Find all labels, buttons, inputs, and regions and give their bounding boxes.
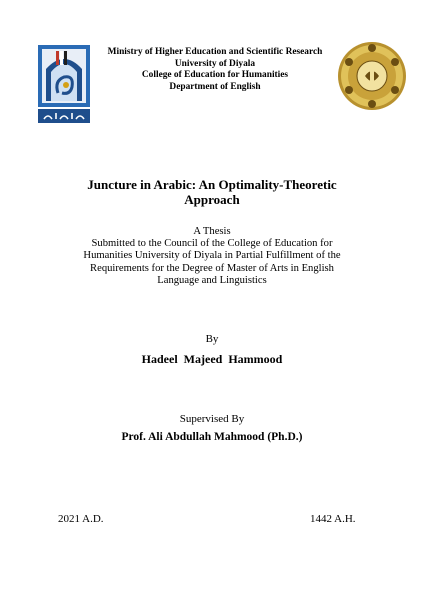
date-hijri: 1442 A.H. [310,513,356,525]
by-label: By [205,333,219,345]
supervisor-name: Prof. Ali Abdullah Mahmood (Ph.D.) [121,431,303,443]
thesis-statement-line: Submitted to the Council of the College of Education for [91,238,333,250]
thesis-title-line2: Approach [184,192,240,207]
institution-header [95,47,335,93]
supervised-by-label: Supervised By [179,413,245,425]
university-name: University of Diyala [174,58,256,69]
university-logo-icon [36,43,92,125]
thesis-statement-line: Language and Linguistics [157,274,267,286]
thesis-title [40,177,384,207]
thesis-statement-line: Requirements for the Degree of Master of Arts in English [90,262,334,274]
ministry-name: Ministry of Higher Education and Scientific Research [107,47,323,57]
department-name: Department of English [169,81,261,92]
thesis-title-line1: Juncture in Arabic: An Optimality-Theoretic [87,177,337,192]
date-gregorian: 2021 A.D. [58,513,104,525]
college-seal-icon [337,40,407,112]
thesis-label: A Thesis [193,226,231,237]
college-name: College of Education for Humanities [141,70,289,80]
thesis-statement-line: Humanities University of Diyala in Partial Fulfillment of the [83,250,341,262]
author-name: Hadeel Majeed Hammood [141,352,283,366]
thesis-statement [40,226,384,287]
